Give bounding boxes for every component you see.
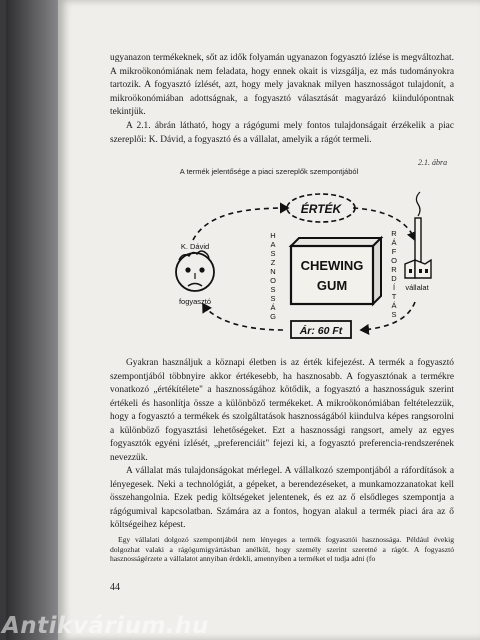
figure-label: 2.1. ábra	[418, 158, 448, 167]
svg-text:Á: Á	[391, 238, 397, 247]
book-page-edge	[6, 0, 60, 640]
value-label: ÉRTÉK	[300, 202, 342, 216]
svg-text:T: T	[391, 292, 397, 301]
svg-text:A: A	[270, 240, 276, 249]
value-cloud	[287, 194, 355, 222]
product-line-2: GUM	[316, 278, 348, 293]
svg-text:Í: Í	[392, 283, 396, 292]
market-figure	[153, 180, 433, 340]
svg-text:R: R	[391, 229, 397, 238]
figure-caption: A termék jelentősége a piaci szereplők szempontjából	[179, 167, 359, 176]
svg-text:Á: Á	[391, 301, 397, 310]
svg-text:D: D	[391, 274, 397, 283]
svg-text:O: O	[270, 276, 276, 285]
price-tag	[291, 321, 351, 338]
chewing-gum-box	[291, 238, 381, 304]
consumer-face-icon	[176, 251, 214, 291]
watermark: Antikvárium.hu	[2, 613, 209, 639]
svg-text:R: R	[391, 265, 397, 274]
paragraph-2: A 2.1. ábrán látható, hogy a rágógumi mely fontos tulajdonságait érzékelik a piac szereplői: K. Dávid, a fogyasztó és a vállalat, amelyik a rágót termeli.	[110, 121, 454, 145]
arrow-value-to-company	[353, 208, 415, 240]
paragraph-1: ugyanazon termékeknek, sőt az idők folyamán ugyanazon fogyasztó ízlése is megváltozhat. A mikroökonómiának nem feladata, hogy ennek okait is vizsgálja, ez más tudományokra tartozik. A fogyasztó ízlését, azt, hogy mely javaknak milyen hasznosságot tulajdonít, a mikroökonómiában adottságnak, a fogyasztó választását magyarázó kiindulópontnak tekintjük.	[110, 53, 454, 117]
svg-text:Z: Z	[270, 258, 276, 267]
arrow-company-to-price	[361, 302, 415, 330]
svg-text:H: H	[270, 231, 276, 240]
paragraph-3: Gyakran használjuk a köznapi életben is az érték kifejezést. A termék a fogyasztó szempontjából többnyire akkor értékesebb, ha hasznosabb. A fogyasztónak a termékre vonatkozó „értékítélete" a hasznosságához kötődik, a fogyasztó a hasznosságuk szerint értékeli és hasonlítja össze a különböző termékeket. A mikroökonómiában feltételezzük, hogy a fogyasztó a termékek és szolgáltatások hasznosságából kiindulva képes rangsorolni a különböző fogyasztási lehetőségeket. Ezt a hasznossági rangsort, amely az egyes fogyasztók egyéni ízlését, „preferenciáit" fejezi ki, a fogyasztó preferencia-rendszerének nevezzük.	[110, 358, 454, 463]
svg-text:S: S	[270, 249, 276, 258]
page-number: 44	[110, 582, 120, 593]
product-line-1: CHEWING	[300, 258, 364, 273]
footnote: Egy vállalati dolgozó szempontjából nem lényeges a termék fogyasztói hasznossága. Például évekig dolgozhat valaki a rágógumigyártásban anélkül, hogy személy szerint szeretné a rágót. A fogyasztó hasznosságérzete a vállalatot annyiban érdekli, amennyiben a terméket el tudja adni (fo	[110, 535, 454, 564]
svg-text:S: S	[270, 285, 276, 294]
svg-text:F: F	[391, 247, 397, 256]
price-label: Ár: 60 Ft	[299, 325, 343, 337]
book-page	[58, 0, 480, 640]
svg-text:S: S	[391, 310, 397, 319]
factory-icon	[405, 192, 431, 278]
svg-text:G: G	[270, 312, 276, 321]
consumer-label: fogyasztó	[178, 297, 212, 306]
svg-text:Á: Á	[270, 303, 276, 312]
svg-text:N: N	[270, 267, 276, 276]
usefulness-label	[270, 231, 276, 321]
person-name: K. Dávid	[180, 242, 210, 251]
paragraph-4: A vállalat más tulajdonságokat mérlegel. A vállalkozó szempontjából a ráfordítások a lényegesek. Neki a technológiát, a gépeket, a berendezéseket, a munkamozzanatokat kell összehangolnia. Ezek pedig költségeket jelentenek, és ez az ő elsődleges szempontja a rágógumival kapcsolatban. Számára az a fontos, hogyan alakul a termék piaci ára az ő költségeihez képest.	[110, 466, 454, 530]
svg-text:O: O	[391, 256, 397, 265]
company-label: vállalat	[405, 283, 429, 292]
expenditure-label	[391, 229, 397, 319]
svg-text:S: S	[270, 294, 276, 303]
